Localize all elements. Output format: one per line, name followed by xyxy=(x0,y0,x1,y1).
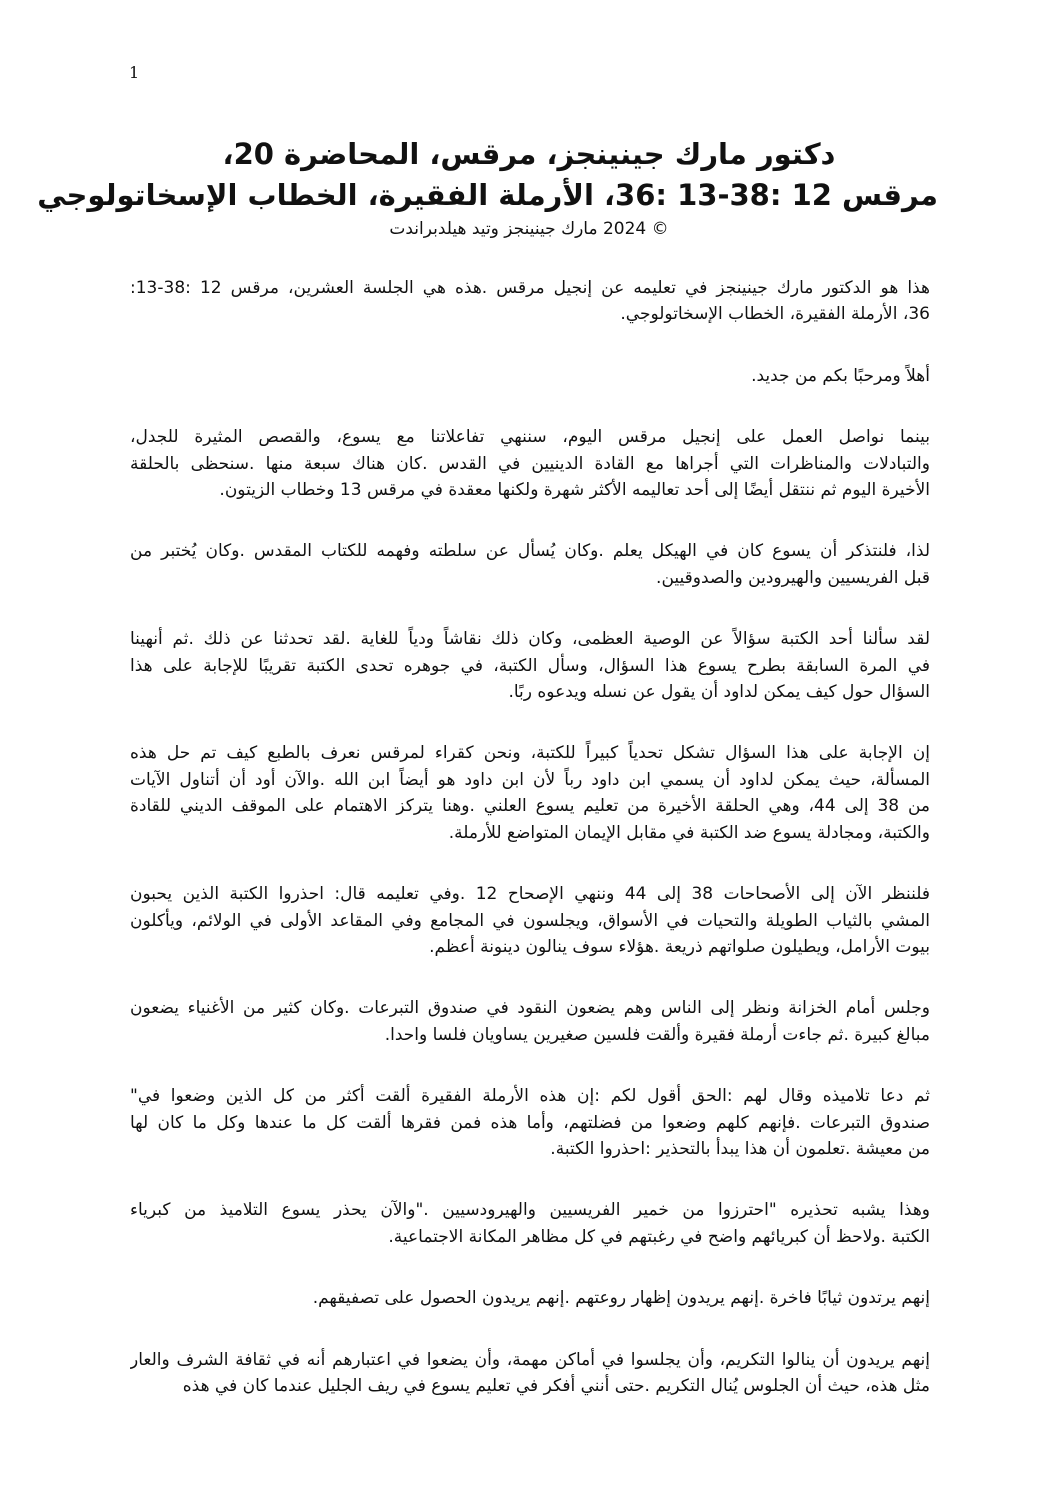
paragraph-line: مبالغ كبيرة .ثم جاءت أرملة فقيرة وألقت فلسين صغيرين يساويان فلسا واحدا. xyxy=(384,1024,930,1045)
copyright-line: © 2024 مارك جينينجز وتيد هيلدبراندت xyxy=(389,219,669,239)
paragraph xyxy=(130,881,930,960)
paragraph xyxy=(130,1347,930,1400)
page-number: 1 xyxy=(129,63,140,82)
document-body xyxy=(130,275,930,1434)
paragraph-line: السؤال حول كيف يمكن لداود أن يقول عن نسله ويدعوه ربًا. xyxy=(508,682,930,703)
paragraph-line: مثل هذه، حيث أن الجلوس يُنال التكريم .حتى أنني أفكر في تعليم يسوع في ريف الجليل عندما كان في هذه xyxy=(182,1375,930,1396)
paragraph-line: والكتبة، ومجادلة يسوع ضد الكتبة في مقابل الإيمان المتواضع للأرملة. xyxy=(448,822,930,843)
paragraph-line: ثم دعا تلاميذه وقال لهم :الحق أقول لكم :إن هذه الأرملة الفقيرة ألقت أكثر من كل الذين وضعوا في" xyxy=(130,1086,930,1107)
paragraph-line: بيوت الأرامل، ويطيلون صلواتهم ذريعة .هؤلاء سوف ينالون دينونة أعظم. xyxy=(429,936,930,957)
paragraph-line: في المرة السابقة بطرح يسوع هذا السؤال، وسأل الكتبة، في جوهره تحدى الكتبة تقريبًا للإجابة على هذا xyxy=(130,655,930,676)
paragraph-line: والتبادلات والمناظرات التي أجراها مع القادة الدينيين في القدس .كان هناك سبعة منها .سنحظى بالحلقة xyxy=(130,453,930,474)
paragraph-line: المشي بالثياب الطويلة والتحيات في الأسواق، ويجلسون في المجامع وفي المقاعد الأولى في الولائم، ويأكلون xyxy=(130,910,930,931)
paragraph xyxy=(130,275,930,328)
paragraph-line: وهذا يشبه تحذيره "احترزوا من خمير الفريسيين والهيرودسيين ."والآن يحذر يسوع التلاميذ من كبرياء xyxy=(130,1200,930,1221)
paragraph xyxy=(130,740,930,846)
paragraph-line: وجلس أمام الخزانة ونظر إلى الناس وهم يضعون النقود في صندوق التبرعات .وكان كثير من الأغنياء يضعون xyxy=(130,998,930,1019)
paragraph xyxy=(130,995,930,1048)
paragraph xyxy=(130,1285,930,1311)
paragraph xyxy=(130,1083,930,1162)
title-block xyxy=(37,134,938,241)
paragraph xyxy=(130,626,930,705)
paragraph xyxy=(130,1197,930,1250)
title-line-1: دكتور مارك جينينجز، مرقس، المحاضرة 20، xyxy=(222,137,836,171)
paragraph xyxy=(130,538,930,591)
paragraph-line: إنهم يريدون أن ينالوا التكريم، وأن يجلسوا في أماكن مهمة، وأن يضعوا في اعتبارهم أنه في ثقافة الشرف والعار xyxy=(130,1349,930,1370)
title-line-2: مرقس 12 :38-13 :36، الأرملة الفقيرة، الخطاب الإسخاتولوجي xyxy=(37,178,938,212)
paragraph-line: لذا، فلنتذكر أن يسوع كان في الهيكل يعلم .وكان يُسأل عن سلطته وفهمه للكتاب المقدس .وكان يُختبر من xyxy=(130,541,930,562)
paragraph-line: أهلاً ومرحبًا بكم من جديد. xyxy=(751,365,930,386)
paragraph-line: من معيشة .تعلمون أن هذا يبدأ بالتحذير :احذروا الكتبة. xyxy=(550,1138,930,1159)
paragraph-line: هذا هو الدكتور مارك جينينجز في تعليمه عن إنجيل مرقس .هذه هي الجلسة العشرين، مرقس 12 :38-13: xyxy=(130,278,930,298)
paragraph-line: صندوق التبرعات .فإنهم كلهم وضعوا من فضلتهم، وأما هذه فمن فقرها ألقت كل ما عندها وكل ما كان لها xyxy=(130,1112,930,1133)
paragraph-line: بينما نواصل العمل على إنجيل مرقس اليوم، سننهي تفاعلاتنا مع يسوع، والقصص المثيرة للجدل، xyxy=(130,427,930,448)
paragraph-line: قبل الفريسيين والهيرودين والصدوقيين. xyxy=(656,567,930,588)
paragraph-line: 36، الأرملة الفقيرة، الخطاب الإسخاتولوجي. xyxy=(620,304,930,325)
paragraph xyxy=(130,424,930,503)
paragraph-line: إنهم يرتدون ثيابًا فاخرة .إنهم يريدون إظهار روعتهم .إنهم يريدون الحصول على تصفيقهم. xyxy=(312,1288,930,1309)
paragraph-line: فلننظر الآن إلى الأصحاحات 38 إلى 44 وننهي الإصحاح 12 .وفي تعليمه قال: احذروا الكتبة الذين يحبون xyxy=(130,884,930,905)
paragraph-line: إن الإجابة على هذا السؤال تشكل تحدياً كبيراً للكتبة، ونحن كقراء لمرقس نعرف بالطبع كيف تم حل هذه xyxy=(130,743,930,764)
paragraph-line: المسألة، حيث يمكن لداود أن يسمي ابن داود رباً لأن ابن داود هو أيضاً ابن الله .والآن أود أن أتناول الآيات xyxy=(130,769,930,790)
paragraph-line: من 38 إلى 44، وهي الحلقة الأخيرة من تعليم يسوع العلني .وهنا يتركز الاهتمام على الموقف الديني للقادة xyxy=(130,796,930,817)
paragraph-line: الكتبة .ولاحظ أن كبريائهم واضح في رغبتهم في كل مظاهر المكانة الاجتماعية. xyxy=(388,1226,930,1247)
paragraph-line: الأخيرة اليوم ثم ننتقل أيضًا إلى أحد تعاليمه الأكثر شهرة ولكنها معقدة في مرقس 13 وخطاب الزيتون. xyxy=(219,480,930,501)
paragraph xyxy=(130,363,930,389)
paragraph-line: لقد سألنا أحد الكتبة سؤالاً عن الوصية العظمى، وكان ذلك نقاشاً ودياً للغاية .لقد تحدثنا عن ذلك .ثم أنهينا xyxy=(130,629,930,650)
